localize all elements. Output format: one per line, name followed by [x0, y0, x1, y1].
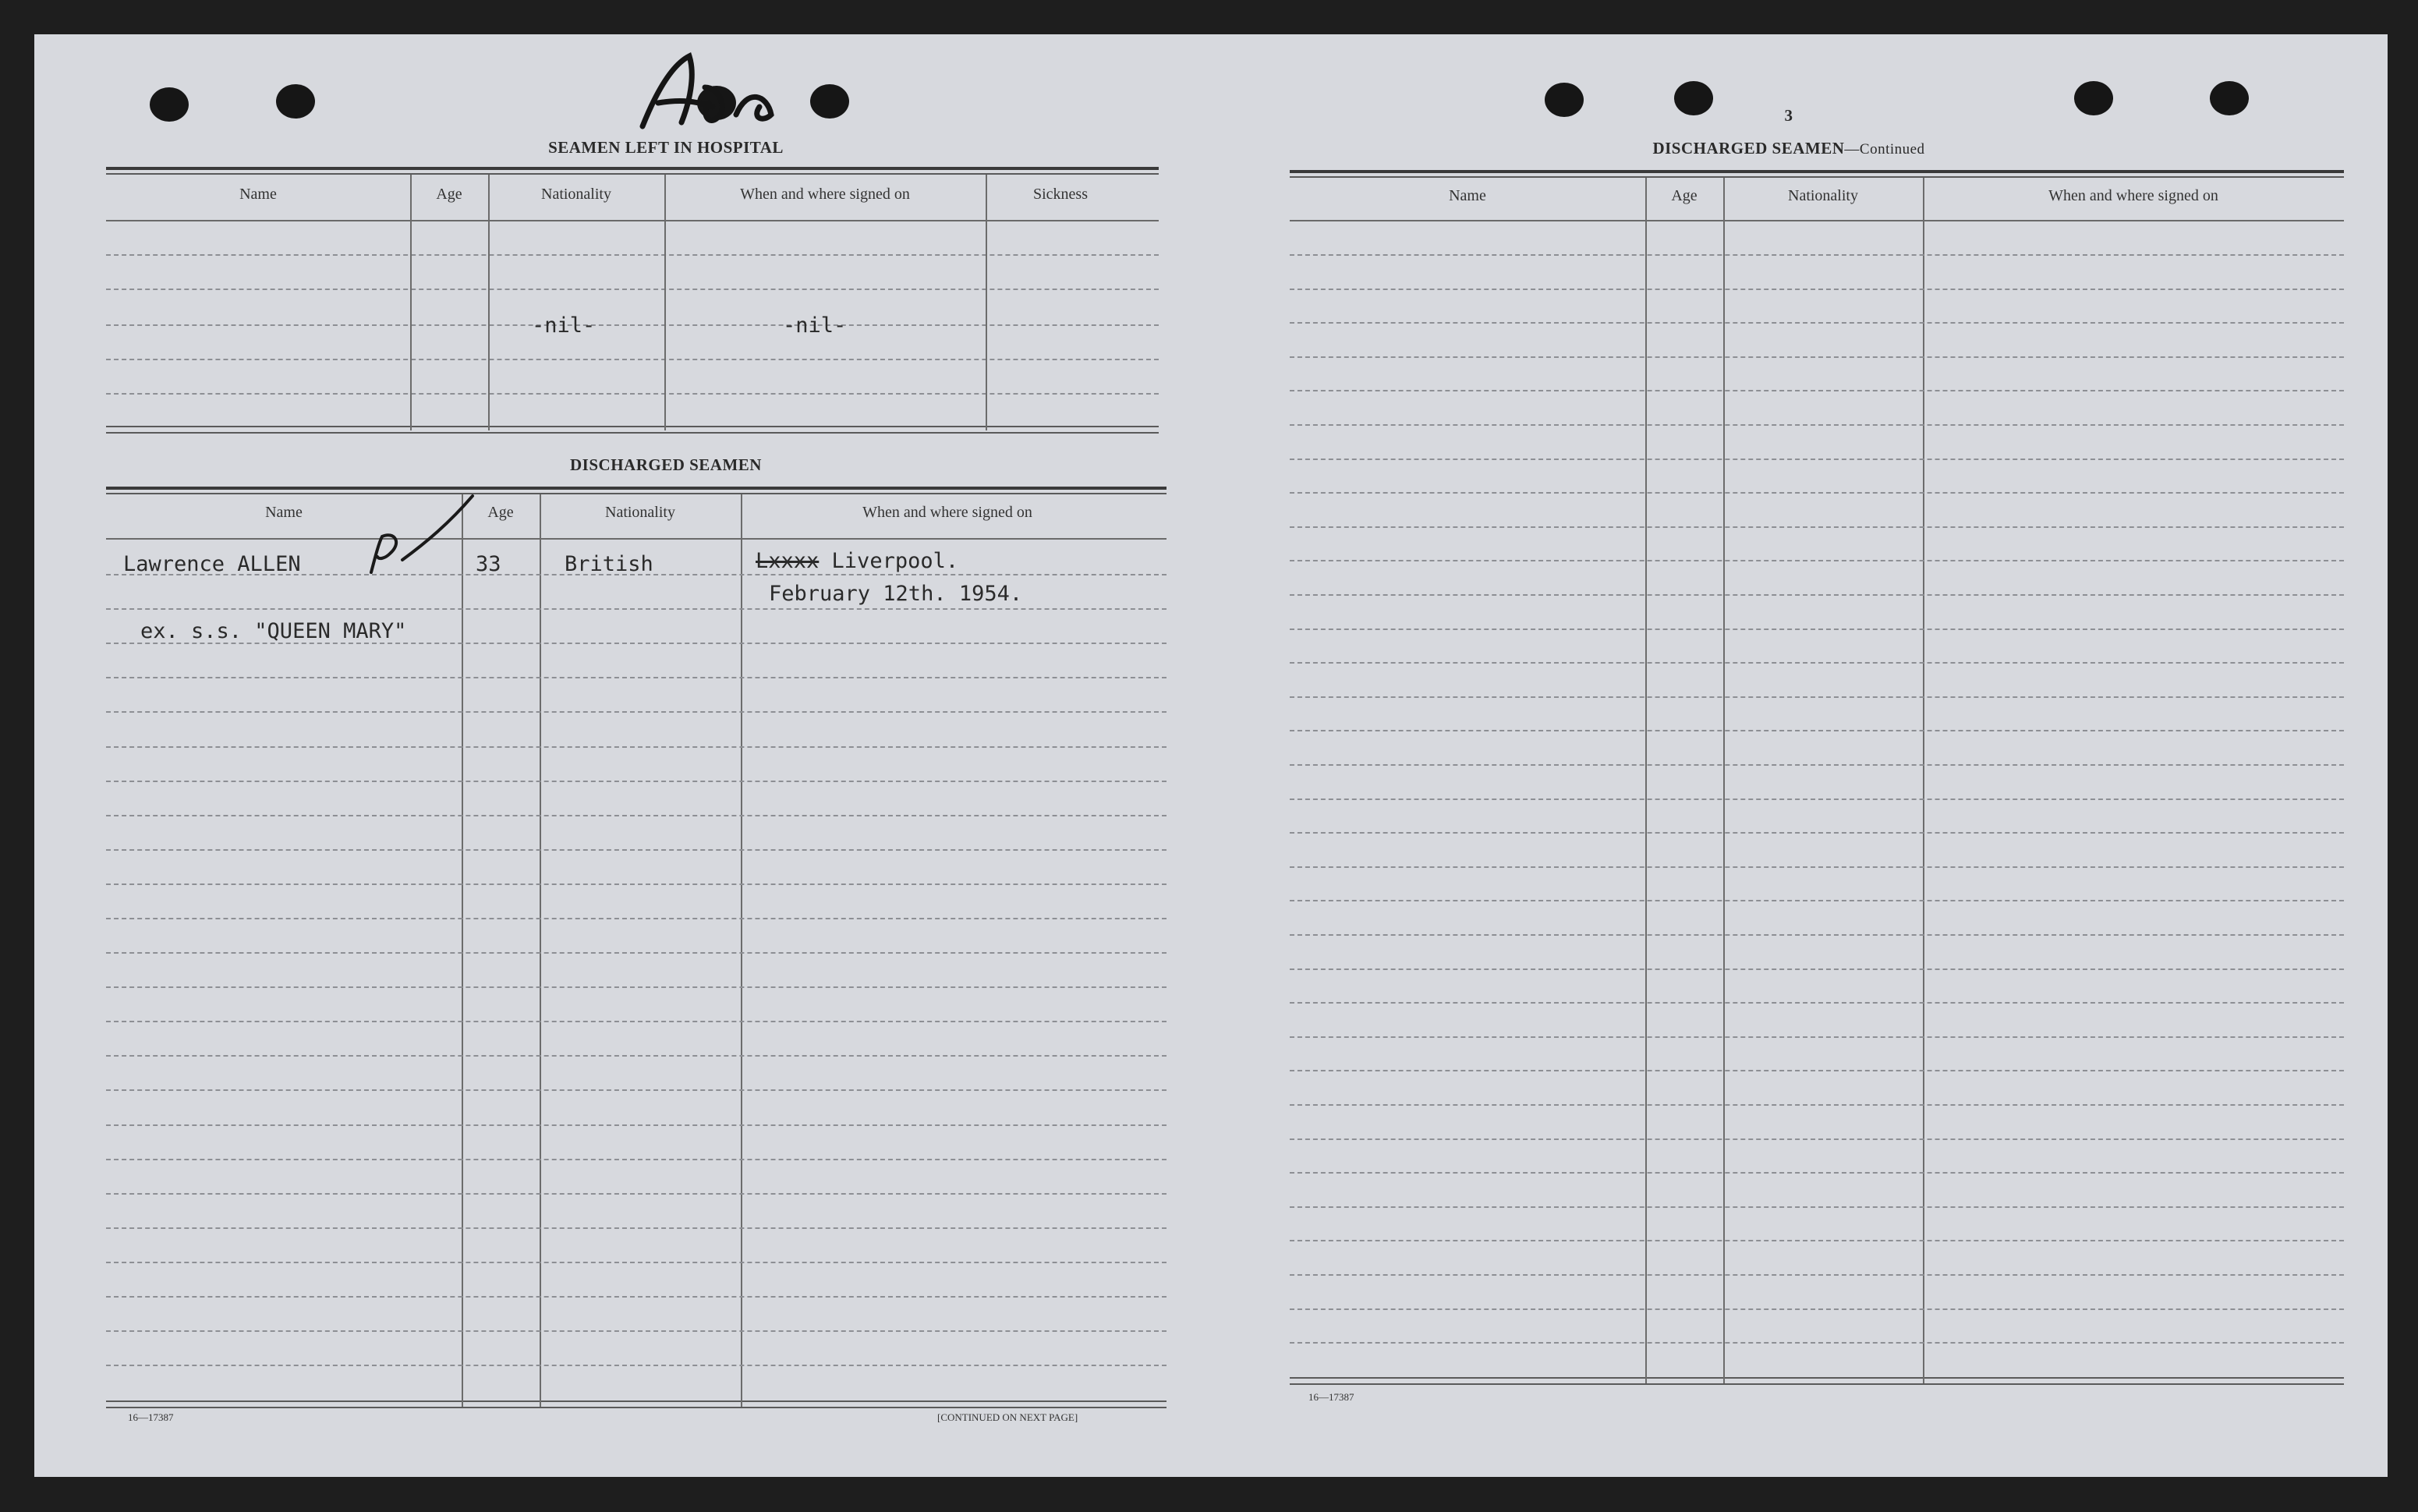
dotted-line	[106, 1296, 1167, 1298]
dotted-line	[106, 1021, 1167, 1022]
column-header-age: Age	[487, 504, 514, 521]
dotted-line	[1290, 900, 2344, 901]
dotted-line	[1290, 662, 2344, 664]
dotted-line	[106, 324, 1159, 326]
hospital-signed-on-nil: -nil-	[783, 313, 847, 338]
dotted-line	[1290, 866, 2344, 868]
rule	[106, 538, 1167, 540]
dotted-line	[1290, 289, 2344, 290]
column-header-name: Name	[1449, 187, 1486, 204]
column-divider	[1923, 178, 1924, 1383]
form-number-right: 16—17387	[1308, 1391, 1354, 1403]
dotted-line	[106, 643, 1167, 644]
dotted-line	[1290, 832, 2344, 834]
dotted-line	[1290, 459, 2344, 460]
dotted-line	[106, 1089, 1167, 1091]
rule	[1290, 176, 2344, 178]
column-divider	[741, 494, 742, 1407]
rule	[106, 220, 1159, 221]
dotted-line	[1290, 934, 2344, 936]
punch-hole	[276, 84, 315, 119]
struck-text: Lxxxx	[756, 549, 820, 573]
column-header-name: Name	[239, 186, 277, 203]
column-divider	[462, 494, 463, 1407]
dotted-line	[1290, 1206, 2344, 1208]
dotted-line	[106, 1124, 1167, 1126]
rule	[106, 173, 1159, 175]
dotted-line	[1290, 1036, 2344, 1038]
punch-hole	[150, 87, 189, 122]
punch-hole	[1674, 81, 1713, 115]
dotted-line	[1290, 1308, 2344, 1310]
dotted-line	[106, 1227, 1167, 1229]
hospital-nationality-nil: -nil-	[532, 313, 596, 338]
dotted-line	[1290, 1002, 2344, 1004]
rule	[1290, 1383, 2344, 1385]
dotted-line	[106, 393, 1159, 395]
column-header-sickness: Sickness	[1033, 186, 1088, 203]
dotted-line	[106, 289, 1159, 290]
document-sheet	[34, 34, 2388, 1477]
punch-hole	[810, 84, 849, 119]
right-title-suffix: —Continued	[1844, 141, 1925, 158]
column-header-signed-on: When and where signed on	[862, 504, 1032, 521]
dotted-line	[1290, 560, 2344, 561]
seaman-nationality: British	[565, 552, 653, 576]
right-title-text: DISCHARGED SEAMEN	[1652, 139, 1845, 158]
dotted-line	[106, 1055, 1167, 1057]
column-header-signed-on: When and where signed on	[740, 186, 910, 203]
dotted-line	[106, 1262, 1167, 1263]
signed-on-place	[756, 549, 958, 573]
dotted-line	[1290, 322, 2344, 324]
rule	[1290, 170, 2344, 173]
rule	[106, 426, 1159, 427]
column-divider	[1723, 178, 1725, 1383]
column-header-nationality: Nationality	[1788, 187, 1858, 204]
dotted-line	[1290, 696, 2344, 698]
dotted-line	[1290, 492, 2344, 494]
rule	[106, 167, 1159, 170]
dotted-line	[1290, 1342, 2344, 1344]
column-divider	[1645, 178, 1647, 1383]
dotted-line	[1290, 730, 2344, 731]
page-number: 3	[1784, 106, 1793, 125]
dotted-line	[106, 746, 1167, 748]
column-divider	[986, 175, 987, 430]
rule	[1290, 220, 2344, 221]
dotted-line	[106, 1193, 1167, 1195]
continued-note: [CONTINUED ON NEXT PAGE]	[937, 1411, 1078, 1423]
rule	[106, 432, 1159, 434]
dotted-line	[106, 781, 1167, 782]
seaman-age: 33	[476, 552, 501, 576]
rule	[106, 487, 1167, 490]
rule	[106, 493, 1167, 494]
dotted-line	[106, 918, 1167, 919]
form-number-left: 16—17387	[128, 1411, 174, 1423]
dotted-line	[106, 574, 1167, 575]
column-header-age: Age	[436, 186, 462, 203]
rule	[106, 1407, 1167, 1408]
dotted-line	[106, 677, 1167, 678]
rule	[106, 1400, 1167, 1402]
column-header-nationality: Nationality	[605, 504, 675, 521]
dotted-line	[1290, 1138, 2344, 1140]
dotted-line	[106, 254, 1159, 256]
dotted-line	[1290, 254, 2344, 256]
dotted-line	[106, 883, 1167, 885]
dotted-line	[1290, 968, 2344, 970]
signed-on-date: February 12th. 1954.	[769, 582, 1023, 606]
punch-hole	[2074, 81, 2113, 115]
dotted-line	[1290, 526, 2344, 528]
dotted-line	[1290, 629, 2344, 630]
right-section-title	[1594, 139, 1984, 158]
signed-on-place-text: Liverpool.	[831, 549, 959, 573]
punch-hole	[1545, 83, 1584, 117]
column-divider	[540, 494, 541, 1407]
discharged-section-title: DISCHARGED SEAMEN	[570, 455, 762, 474]
dotted-line	[1290, 1274, 2344, 1276]
column-header-nationality: Nationality	[541, 186, 611, 203]
dotted-line	[106, 1365, 1167, 1366]
column-header-signed-on: When and where signed on	[2048, 187, 2218, 204]
dotted-line	[1290, 424, 2344, 426]
handwritten-initials	[611, 41, 814, 142]
dotted-line	[106, 815, 1167, 816]
dotted-line	[106, 608, 1167, 610]
dotted-line	[1290, 390, 2344, 391]
dotted-line	[106, 986, 1167, 988]
dotted-line	[1290, 1172, 2344, 1174]
dotted-line	[1290, 1104, 2344, 1106]
punch-hole	[2210, 81, 2249, 115]
column-divider	[664, 175, 666, 430]
hospital-section-title: SEAMEN LEFT IN HOSPITAL	[548, 138, 784, 157]
dotted-line	[106, 849, 1167, 851]
dotted-line	[106, 1330, 1167, 1332]
column-header-age: Age	[1671, 187, 1698, 204]
column-header-name: Name	[265, 504, 303, 521]
dotted-line	[1290, 798, 2344, 800]
dotted-line	[1290, 1240, 2344, 1241]
seaman-name: Lawrence ALLEN	[123, 552, 301, 576]
dotted-line	[1290, 764, 2344, 766]
handwritten-mark	[356, 488, 496, 582]
dotted-line	[1290, 356, 2344, 358]
seaman-name-note: ex. s.s. "QUEEN MARY"	[140, 619, 407, 643]
dotted-line	[1290, 594, 2344, 596]
column-divider	[410, 175, 412, 430]
rule	[1290, 1377, 2344, 1379]
dotted-line	[106, 952, 1167, 954]
dotted-line	[1290, 1070, 2344, 1071]
column-divider	[488, 175, 490, 430]
dotted-line	[106, 359, 1159, 360]
dotted-line	[106, 1159, 1167, 1160]
dotted-line	[106, 711, 1167, 713]
